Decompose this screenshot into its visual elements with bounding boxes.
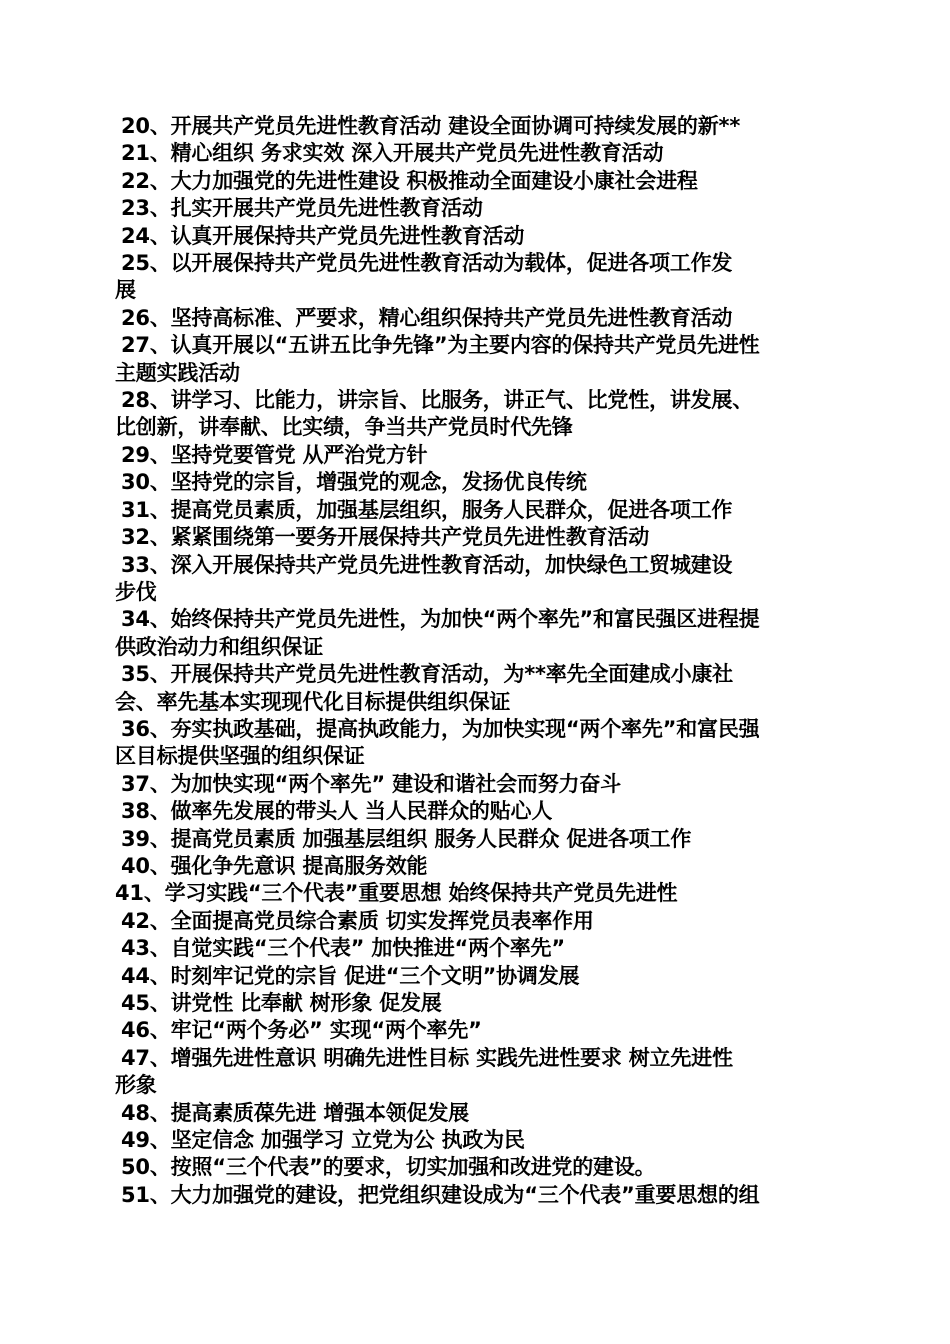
text-line: 42、全面提高党员综合素质 切实发挥党员表率作用: [121, 908, 594, 933]
text-line: 31、提高党员素质，加强基层组织，服务人民群众，促进各项工作: [121, 497, 733, 522]
text-line: 37、为加快实现“两个率先” 建设和谐社会而努力奋斗: [121, 771, 621, 796]
text-line: 21、精心组织 务求实效 深入开展共产党员先进性教育活动: [121, 141, 664, 166]
text-line: 形象: [115, 1073, 157, 1098]
text-line: 33、深入开展保持共产党员先进性教育活动，加快绿色工贸城建设: [121, 552, 733, 577]
text-line: 25、以开展保持共产党员先进性教育活动为载体，促进各项工作发: [121, 251, 733, 276]
text-line: 41、学习实践“三个代表”重要思想 始终保持共产党员先进性: [115, 881, 678, 906]
text-line: 30、坚持党的宗旨，增强党的观念，发扬优良传统: [121, 470, 587, 495]
text-line: 50、按照“三个代表”的要求，切实加强和改进党的建设。: [121, 1155, 656, 1180]
text-line: 38、做率先发展的带头人 当人民群众的贴心人: [121, 799, 553, 824]
text-line: 27、认真开展以“五讲五比争先锋”为主要内容的保持共产党员先进性: [121, 333, 760, 358]
text-line: 供政治动力和组织保证: [115, 634, 323, 659]
text-line: 20、开展共产党员先进性教育活动 建设全面协调可持续发展的新**: [121, 114, 741, 138]
document-body: [115, 113, 840, 1209]
text-line: 36、夯实执政基础，提高执政能力，为加快实现“两个率先”和富民强: [121, 716, 760, 741]
text-line: 51、大力加强党的建设，把党组织建设成为“三个代表”重要思想的组: [121, 1182, 760, 1207]
text-line: 40、强化争先意识 提高服务效能: [121, 853, 428, 878]
text-line: 43、自觉实践“三个代表” 加快推进“两个率先”: [121, 936, 565, 961]
text-line: 会、率先基本实现现代化目标提供组织保证: [115, 689, 511, 714]
text-line: 步伐: [115, 579, 157, 604]
text-line: 39、提高党员素质 加强基层组织 服务人民群众 促进各项工作: [121, 826, 692, 851]
text-line: 26、坚持高标准、严要求，精心组织保持共产党员先进性教育活动: [121, 305, 733, 330]
text-line: 34、始终保持共产党员先进性，为加快“两个率先”和富民强区进程提: [121, 607, 760, 632]
text-line: 24、认真开展保持共产党员先进性教育活动: [121, 223, 525, 248]
text-line: 35、开展保持共产党员先进性教育活动，为**率先全面建成小康社: [121, 662, 733, 687]
text-line: 比创新，讲奉献、比实绩，争当共产党员时代先锋: [115, 415, 573, 440]
text-line: 47、增强先进性意识 明确先进性目标 实践先进性要求 树立先进性: [121, 1045, 733, 1070]
text-line: 主题实践活动: [115, 360, 240, 385]
text-line: 45、讲党性 比奉献 树形象 促发展: [121, 991, 442, 1015]
text-line: 22、大力加强党的先进性建设 积极推动全面建设小康社会进程: [121, 168, 698, 193]
text-line: 44、时刻牢记党的宗旨 促进“三个文明”协调发展: [121, 963, 580, 988]
text-line: 46、牢记“两个务必” 实现“两个率先”: [121, 1018, 482, 1043]
text-line: 区目标提供坚强的组织保证: [115, 744, 365, 769]
text-line: 28、讲学习、比能力，讲宗旨、比服务，讲正气、比党性，讲发展、: [121, 388, 754, 413]
text-line: 展: [115, 278, 136, 303]
text-line: 23、扎实开展共产党员先进性教育活动: [121, 196, 483, 221]
text-line: 48、提高素质葆先进 增强本领促发展: [121, 1100, 469, 1125]
text-line: 49、坚定信念 加强学习 立党为公 执政为民: [121, 1128, 525, 1153]
text-line: 32、紧紧围绕第一要务开展保持共产党员先进性教育活动: [121, 525, 650, 550]
text-line: 29、坚持党要管党 从严治党方针: [121, 442, 428, 467]
